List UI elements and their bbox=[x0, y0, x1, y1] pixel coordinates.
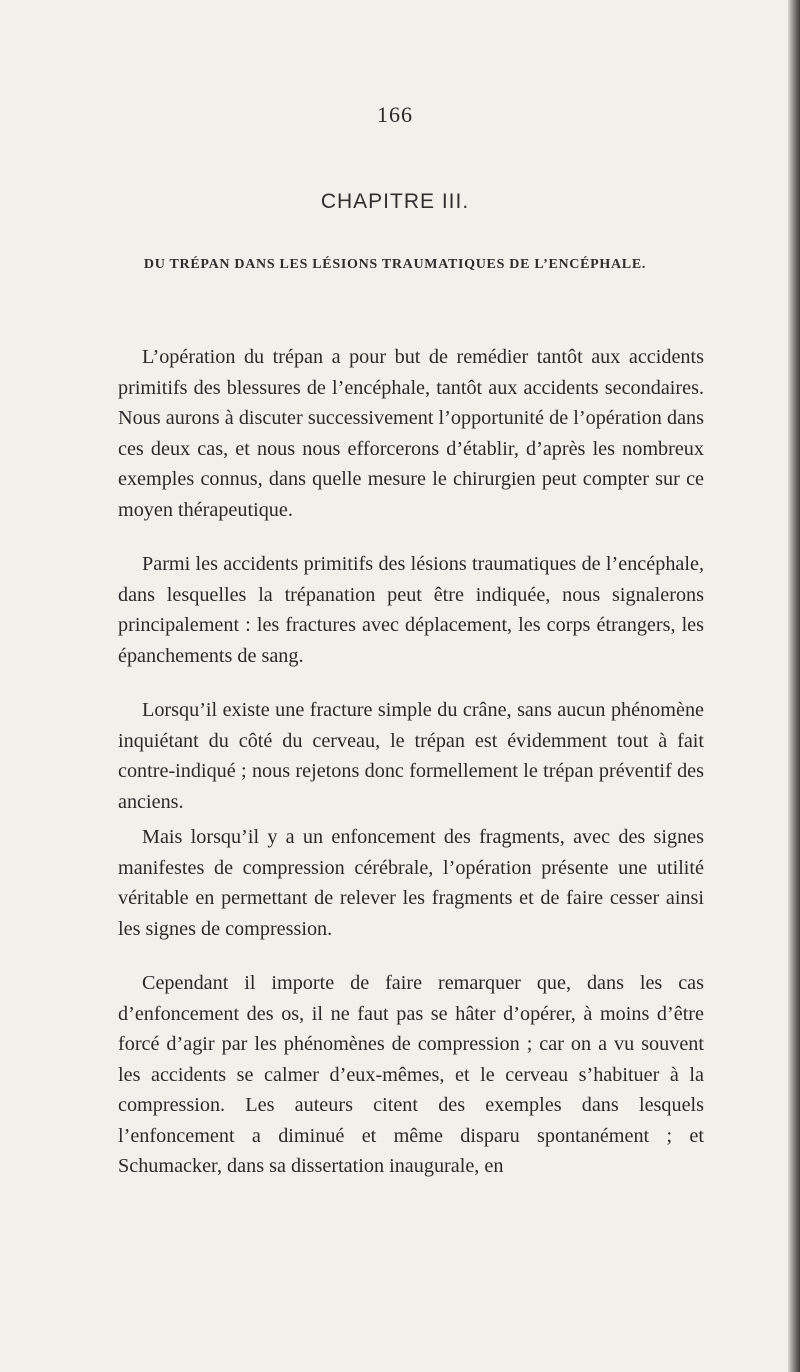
chapter-title: CHAPITRE III. bbox=[320, 190, 470, 213]
page-edge-shadow bbox=[788, 0, 800, 1372]
body-text bbox=[118, 342, 704, 1182]
paragraph-2: Parmi les accidents primitifs des lésions traumatiques de l’encéphale, dans lesquelles la trépanation peut être indiquée, nous signalerons principalement : les fractures avec déplacement, les corps étrangers, les épanchements de sang. bbox=[118, 553, 704, 667]
page-number: 166 bbox=[377, 102, 413, 127]
paragraph-3: Lorsqu’il existe une fracture simple du crâne, sans aucun phénomène inquiétant du côté du cerveau, le trépan est évidemment tout à fait contre-indiqué ; nous rejetons donc formellement le trépan préventif des anciens. bbox=[118, 699, 704, 813]
paragraph-5: Cependant il importe de faire remarquer que, dans les cas d’enfoncement des os, il ne faut pas se hâter d’opérer, à moins d’être forcé d’agir par les phénomènes de compression ; car on a vu souvent les accidents se calmer d’eux-mêmes, et le cerveau s’habituer à la compression. Les auteurs citent des exemples dans lesquels l’enfoncement a diminué et même disparu spontanément ; et Schumacker, dans sa dissertation inaugurale, en bbox=[118, 972, 704, 1177]
paragraph-4: Mais lorsqu’il y a un enfoncement des fragments, avec des signes manifestes de compression cérébrale, l’opération présente une utilité véritable en permettant de relever les fragments et de faire cesser ainsi les signes de compression. bbox=[118, 826, 704, 940]
chapter-subtitle: DU TRÉPAN DANS LES LÉSIONS TRAUMATIQUES DE L’ENCÉPHALE. bbox=[143, 257, 647, 272]
paragraph-1: L’opération du trépan a pour but de remédier tantôt aux accidents primitifs des blessures de l’encéphale, tantôt aux accidents secondaires. Nous aurons à discuter successivement l’opportunité de l’opération dans ces deux cas, et nous nous efforcerons d’établir, d’après les nombreux exemples connus, dans quelle mesure le chirurgien peut compter sur ce moyen thérapeutique. bbox=[118, 346, 704, 521]
